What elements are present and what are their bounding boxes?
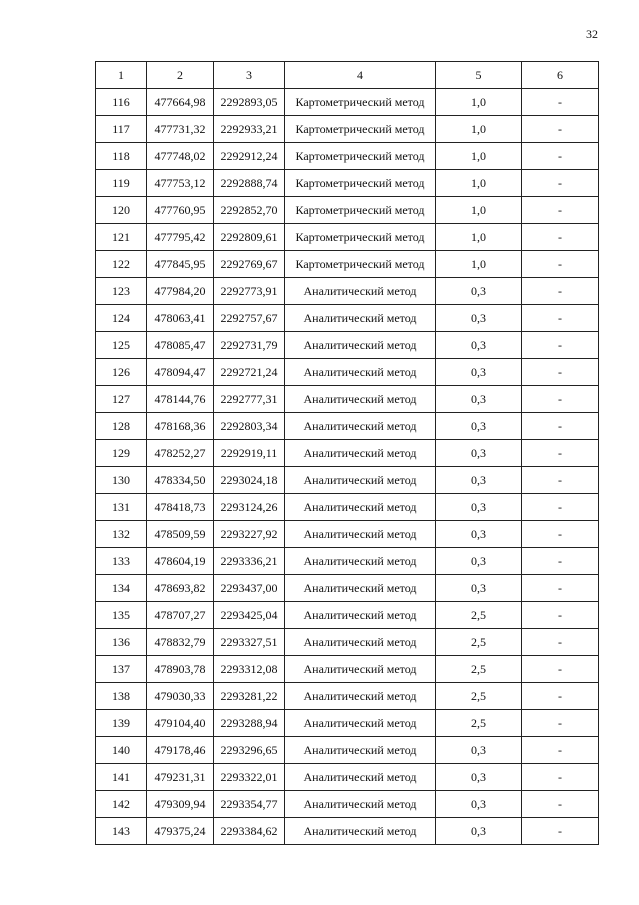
accuracy-cell: 0,3	[436, 467, 522, 494]
note-cell: -	[522, 278, 599, 305]
y-coordinate-cell: 2292757,67	[214, 305, 285, 332]
column-header: 2	[147, 62, 214, 89]
point-number-cell: 127	[96, 386, 147, 413]
coordinates-table	[95, 61, 599, 845]
note-cell: -	[522, 89, 599, 116]
y-coordinate-cell: 2293312,08	[214, 656, 285, 683]
accuracy-cell: 1,0	[436, 224, 522, 251]
method-cell: Аналитический метод	[285, 764, 436, 791]
y-coordinate-cell: 2293281,22	[214, 683, 285, 710]
point-number-cell: 124	[96, 305, 147, 332]
table-row	[96, 494, 599, 521]
x-coordinate-cell: 479104,40	[147, 710, 214, 737]
x-coordinate-cell: 478252,27	[147, 440, 214, 467]
table-row	[96, 170, 599, 197]
method-cell: Аналитический метод	[285, 521, 436, 548]
point-number-cell: 122	[96, 251, 147, 278]
y-coordinate-cell: 2292912,24	[214, 143, 285, 170]
method-cell: Аналитический метод	[285, 548, 436, 575]
note-cell: -	[522, 629, 599, 656]
y-coordinate-cell: 2293354,77	[214, 791, 285, 818]
note-cell: -	[522, 143, 599, 170]
accuracy-cell: 0,3	[436, 818, 522, 845]
x-coordinate-cell: 478604,19	[147, 548, 214, 575]
table-row	[96, 521, 599, 548]
note-cell: -	[522, 386, 599, 413]
note-cell: -	[522, 305, 599, 332]
y-coordinate-cell: 2292893,05	[214, 89, 285, 116]
table-body	[96, 89, 599, 845]
point-number-cell: 142	[96, 791, 147, 818]
y-coordinate-cell: 2293327,51	[214, 629, 285, 656]
x-coordinate-cell: 477760,95	[147, 197, 214, 224]
method-cell: Аналитический метод	[285, 440, 436, 467]
method-cell: Аналитический метод	[285, 710, 436, 737]
point-number-cell: 119	[96, 170, 147, 197]
x-coordinate-cell: 477748,02	[147, 143, 214, 170]
x-coordinate-cell: 478094,47	[147, 359, 214, 386]
x-coordinate-cell: 478334,50	[147, 467, 214, 494]
accuracy-cell: 0,3	[436, 494, 522, 521]
point-number-cell: 141	[96, 764, 147, 791]
x-coordinate-cell: 478693,82	[147, 575, 214, 602]
x-coordinate-cell: 478707,27	[147, 602, 214, 629]
table-row	[96, 602, 599, 629]
y-coordinate-cell: 2292777,31	[214, 386, 285, 413]
note-cell: -	[522, 440, 599, 467]
page-number: 32	[586, 27, 598, 41]
x-coordinate-cell: 479231,31	[147, 764, 214, 791]
accuracy-cell: 2,5	[436, 629, 522, 656]
accuracy-cell: 0,3	[436, 548, 522, 575]
method-cell: Аналитический метод	[285, 629, 436, 656]
point-number-cell: 137	[96, 656, 147, 683]
y-coordinate-cell: 2292852,70	[214, 197, 285, 224]
y-coordinate-cell: 2293288,94	[214, 710, 285, 737]
column-header: 5	[436, 62, 522, 89]
table-row	[96, 143, 599, 170]
method-cell: Аналитический метод	[285, 494, 436, 521]
accuracy-cell: 1,0	[436, 116, 522, 143]
accuracy-cell: 0,3	[436, 737, 522, 764]
accuracy-cell: 0,3	[436, 413, 522, 440]
note-cell: -	[522, 791, 599, 818]
table-row	[96, 89, 599, 116]
point-number-cell: 131	[96, 494, 147, 521]
accuracy-cell: 2,5	[436, 602, 522, 629]
method-cell: Аналитический метод	[285, 359, 436, 386]
column-header: 1	[96, 62, 147, 89]
method-cell: Картометрический метод	[285, 143, 436, 170]
x-coordinate-cell: 479030,33	[147, 683, 214, 710]
accuracy-cell: 0,3	[436, 440, 522, 467]
x-coordinate-cell: 478832,79	[147, 629, 214, 656]
accuracy-cell: 1,0	[436, 143, 522, 170]
table-row	[96, 440, 599, 467]
accuracy-cell: 0,3	[436, 305, 522, 332]
point-number-cell: 130	[96, 467, 147, 494]
y-coordinate-cell: 2292809,61	[214, 224, 285, 251]
method-cell: Аналитический метод	[285, 467, 436, 494]
method-cell: Картометрический метод	[285, 170, 436, 197]
table-row	[96, 278, 599, 305]
table-row	[96, 818, 599, 845]
method-cell: Аналитический метод	[285, 278, 436, 305]
y-coordinate-cell: 2292888,74	[214, 170, 285, 197]
point-number-cell: 140	[96, 737, 147, 764]
y-coordinate-cell: 2292919,11	[214, 440, 285, 467]
point-number-cell: 136	[96, 629, 147, 656]
point-number-cell: 133	[96, 548, 147, 575]
y-coordinate-cell: 2292731,79	[214, 332, 285, 359]
table-row	[96, 305, 599, 332]
y-coordinate-cell: 2292769,67	[214, 251, 285, 278]
point-number-cell: 138	[96, 683, 147, 710]
note-cell: -	[522, 548, 599, 575]
point-number-cell: 126	[96, 359, 147, 386]
method-cell: Аналитический метод	[285, 818, 436, 845]
point-number-cell: 135	[96, 602, 147, 629]
accuracy-cell: 2,5	[436, 683, 522, 710]
point-number-cell: 123	[96, 278, 147, 305]
table-row	[96, 359, 599, 386]
method-cell: Аналитический метод	[285, 791, 436, 818]
table-row	[96, 467, 599, 494]
method-cell: Аналитический метод	[285, 305, 436, 332]
x-coordinate-cell: 479375,24	[147, 818, 214, 845]
x-coordinate-cell: 477795,42	[147, 224, 214, 251]
point-number-cell: 118	[96, 143, 147, 170]
note-cell: -	[522, 467, 599, 494]
point-number-cell: 128	[96, 413, 147, 440]
point-number-cell: 117	[96, 116, 147, 143]
column-header: 4	[285, 62, 436, 89]
note-cell: -	[522, 116, 599, 143]
y-coordinate-cell: 2293336,21	[214, 548, 285, 575]
x-coordinate-cell: 477731,32	[147, 116, 214, 143]
method-cell: Аналитический метод	[285, 386, 436, 413]
y-coordinate-cell: 2292721,24	[214, 359, 285, 386]
method-cell: Картометрический метод	[285, 224, 436, 251]
x-coordinate-cell: 479178,46	[147, 737, 214, 764]
note-cell: -	[522, 197, 599, 224]
table-row	[96, 656, 599, 683]
method-cell: Аналитический метод	[285, 656, 436, 683]
note-cell: -	[522, 710, 599, 737]
method-cell: Аналитический метод	[285, 683, 436, 710]
table-row	[96, 764, 599, 791]
accuracy-cell: 0,3	[436, 386, 522, 413]
table-row	[96, 386, 599, 413]
x-coordinate-cell: 478063,41	[147, 305, 214, 332]
note-cell: -	[522, 170, 599, 197]
method-cell: Аналитический метод	[285, 602, 436, 629]
y-coordinate-cell: 2293227,92	[214, 521, 285, 548]
note-cell: -	[522, 818, 599, 845]
accuracy-cell: 1,0	[436, 170, 522, 197]
note-cell: -	[522, 737, 599, 764]
method-cell: Картометрический метод	[285, 116, 436, 143]
column-header: 6	[522, 62, 599, 89]
x-coordinate-cell: 477664,98	[147, 89, 214, 116]
table-row	[96, 224, 599, 251]
point-number-cell: 132	[96, 521, 147, 548]
accuracy-cell: 1,0	[436, 251, 522, 278]
method-cell: Аналитический метод	[285, 413, 436, 440]
x-coordinate-cell: 478903,78	[147, 656, 214, 683]
table-row	[96, 116, 599, 143]
method-cell: Картометрический метод	[285, 89, 436, 116]
accuracy-cell: 0,3	[436, 278, 522, 305]
point-number-cell: 120	[96, 197, 147, 224]
note-cell: -	[522, 332, 599, 359]
table-row	[96, 332, 599, 359]
note-cell: -	[522, 224, 599, 251]
y-coordinate-cell: 2292803,34	[214, 413, 285, 440]
accuracy-cell: 0,3	[436, 575, 522, 602]
x-coordinate-cell: 478085,47	[147, 332, 214, 359]
point-number-cell: 139	[96, 710, 147, 737]
note-cell: -	[522, 521, 599, 548]
method-cell: Аналитический метод	[285, 575, 436, 602]
point-number-cell: 121	[96, 224, 147, 251]
note-cell: -	[522, 764, 599, 791]
note-cell: -	[522, 359, 599, 386]
y-coordinate-cell: 2293322,01	[214, 764, 285, 791]
table-row	[96, 548, 599, 575]
x-coordinate-cell: 478144,76	[147, 386, 214, 413]
x-coordinate-cell: 477984,20	[147, 278, 214, 305]
table-row	[96, 629, 599, 656]
accuracy-cell: 1,0	[436, 197, 522, 224]
table-header-row	[96, 62, 599, 89]
y-coordinate-cell: 2292773,91	[214, 278, 285, 305]
x-coordinate-cell: 478509,59	[147, 521, 214, 548]
x-coordinate-cell: 477753,12	[147, 170, 214, 197]
accuracy-cell: 1,0	[436, 89, 522, 116]
y-coordinate-cell: 2292933,21	[214, 116, 285, 143]
note-cell: -	[522, 656, 599, 683]
accuracy-cell: 0,3	[436, 791, 522, 818]
table-row	[96, 575, 599, 602]
accuracy-cell: 2,5	[436, 710, 522, 737]
table-row	[96, 710, 599, 737]
point-number-cell: 125	[96, 332, 147, 359]
note-cell: -	[522, 251, 599, 278]
note-cell: -	[522, 575, 599, 602]
point-number-cell: 134	[96, 575, 147, 602]
method-cell: Картометрический метод	[285, 197, 436, 224]
x-coordinate-cell: 478168,36	[147, 413, 214, 440]
y-coordinate-cell: 2293296,65	[214, 737, 285, 764]
method-cell: Картометрический метод	[285, 251, 436, 278]
note-cell: -	[522, 494, 599, 521]
y-coordinate-cell: 2293384,62	[214, 818, 285, 845]
table-row	[96, 737, 599, 764]
accuracy-cell: 2,5	[436, 656, 522, 683]
point-number-cell: 143	[96, 818, 147, 845]
table-row	[96, 251, 599, 278]
accuracy-cell: 0,3	[436, 359, 522, 386]
accuracy-cell: 0,3	[436, 764, 522, 791]
method-cell: Аналитический метод	[285, 332, 436, 359]
table-row	[96, 683, 599, 710]
point-number-cell: 116	[96, 89, 147, 116]
y-coordinate-cell: 2293124,26	[214, 494, 285, 521]
column-header: 3	[214, 62, 285, 89]
accuracy-cell: 0,3	[436, 332, 522, 359]
table-row	[96, 791, 599, 818]
note-cell: -	[522, 683, 599, 710]
x-coordinate-cell: 477845,95	[147, 251, 214, 278]
table-row	[96, 197, 599, 224]
y-coordinate-cell: 2293425,04	[214, 602, 285, 629]
y-coordinate-cell: 2293024,18	[214, 467, 285, 494]
note-cell: -	[522, 413, 599, 440]
method-cell: Аналитический метод	[285, 737, 436, 764]
x-coordinate-cell: 479309,94	[147, 791, 214, 818]
y-coordinate-cell: 2293437,00	[214, 575, 285, 602]
table-row	[96, 413, 599, 440]
accuracy-cell: 0,3	[436, 521, 522, 548]
note-cell: -	[522, 602, 599, 629]
point-number-cell: 129	[96, 440, 147, 467]
x-coordinate-cell: 478418,73	[147, 494, 214, 521]
